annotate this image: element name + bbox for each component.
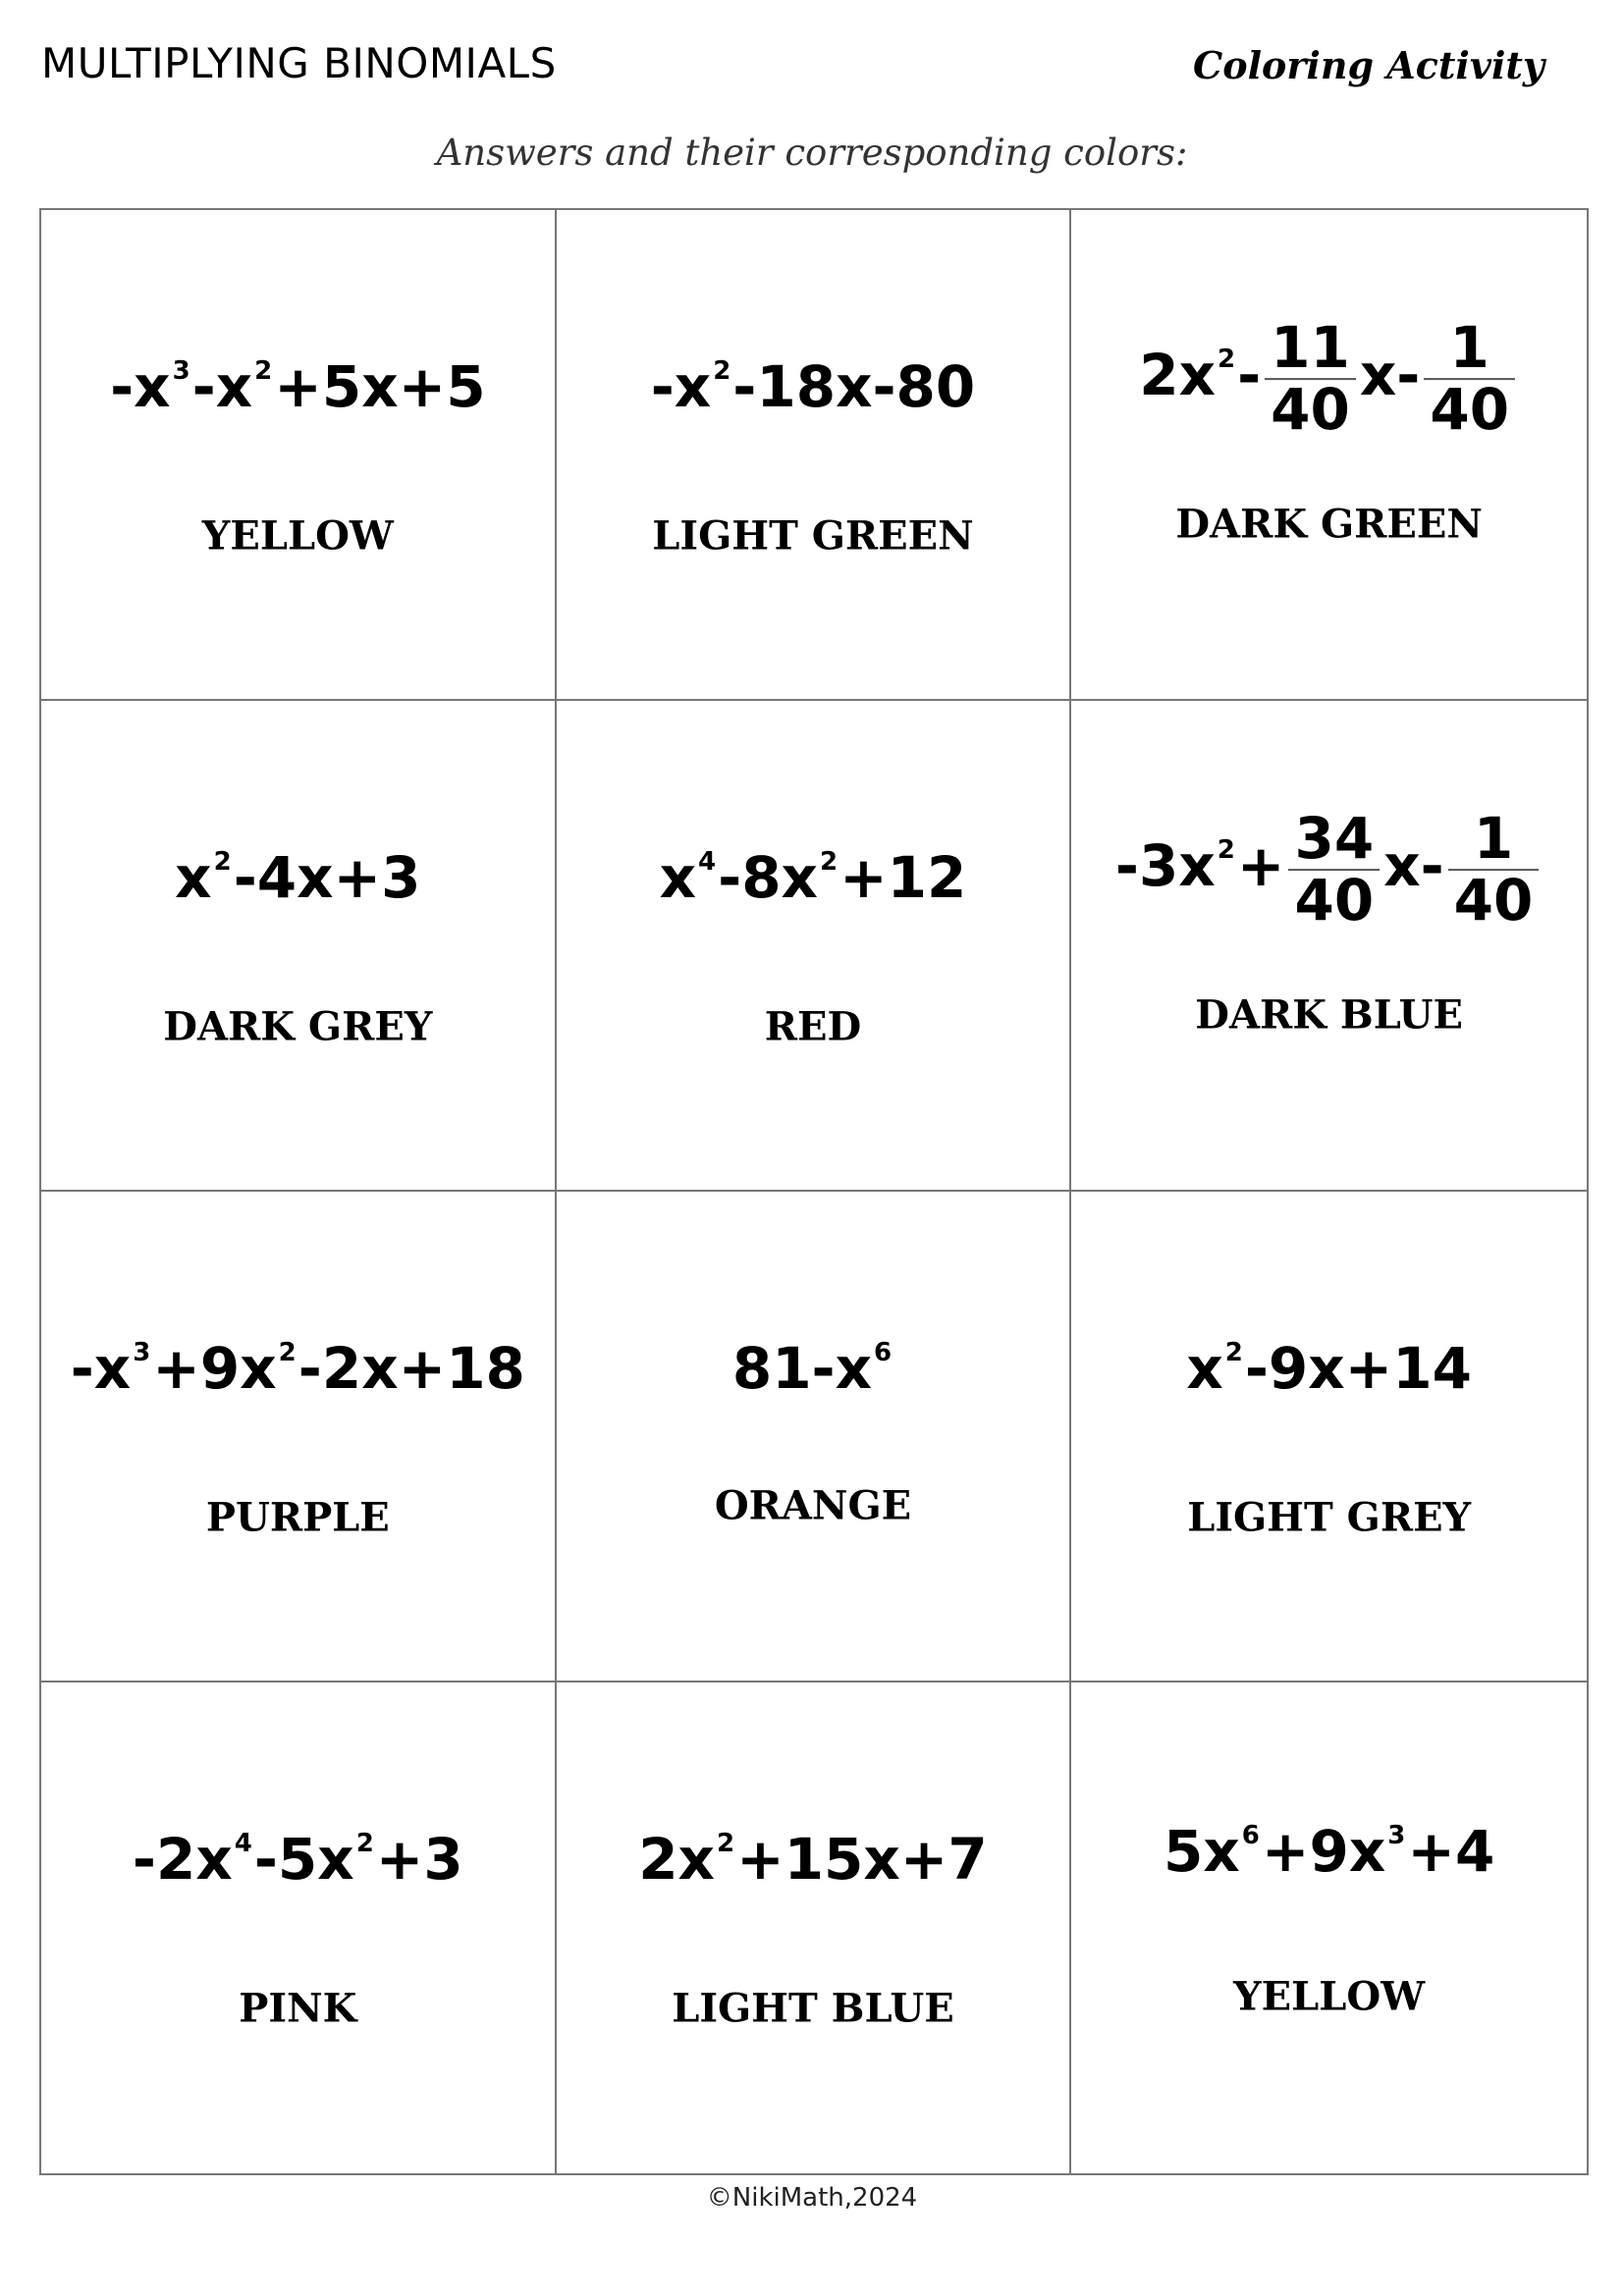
- answer-cell: [557, 210, 1072, 701]
- color-label: DARK GREEN: [1175, 501, 1483, 548]
- answer-expression: $-3x^2+$ $\frac{34}{40}$ x- $\frac{1}{40}$: [1071, 809, 1587, 931]
- fraction: $\frac{1}{40}$: [1448, 809, 1540, 931]
- color-label: LIGHT GREY: [1187, 1494, 1472, 1541]
- answer-expression: $-2x^4-5x^2+3$: [132, 1826, 463, 1893]
- answer-cell: [41, 1682, 557, 2173]
- answer-cell: [557, 1682, 1072, 2173]
- answer-expression: $81-x^6$: [731, 1335, 893, 1402]
- answer-cell: [1071, 1192, 1587, 1682]
- answer-color-grid: [39, 208, 1589, 2175]
- worksheet-title: MULTIPLYING BINOMIALS: [41, 39, 557, 87]
- answer-cell: [1071, 701, 1587, 1192]
- fraction: $\frac{34}{40}$: [1288, 809, 1380, 931]
- color-label: PINK: [239, 1985, 357, 2032]
- fraction: $\frac{11}{40}$: [1265, 318, 1356, 440]
- answer-expression: $-x^3-x^2+5x+5$: [110, 353, 486, 420]
- answer-cell: [41, 701, 557, 1192]
- color-label: LIGHT GREEN: [652, 512, 974, 560]
- answer-cell: [1071, 1682, 1587, 2173]
- color-label: DARK GREY: [163, 1003, 433, 1050]
- answer-expression: $x^4-8x^2+12$: [659, 844, 967, 911]
- answer-expression: $2x^2+15x+7$: [638, 1826, 988, 1893]
- fraction: $\frac{1}{40}$: [1424, 318, 1515, 440]
- color-label: PURPLE: [205, 1494, 390, 1541]
- color-label: ORANGE: [714, 1482, 912, 1529]
- answer-cell: [557, 701, 1072, 1192]
- answer-expression: $x^2-9x+14$: [1186, 1335, 1472, 1402]
- answer-cell: [41, 210, 557, 701]
- color-label: DARK BLUE: [1195, 991, 1464, 1039]
- answer-expression: $-x^3+9x^2-2x+18$: [70, 1335, 525, 1402]
- answer-cell: [41, 1192, 557, 1682]
- copyright-footer: ©NikiMath,2024: [706, 2183, 918, 2213]
- answer-expression: $2x^2-$ $\frac{11}{40}$ x- $\frac{1}{40}$: [1071, 318, 1587, 440]
- color-label: YELLOW: [201, 512, 394, 560]
- answer-cell: [557, 1192, 1072, 1682]
- activity-label: Coloring Activity: [1193, 43, 1545, 87]
- instructions-subtitle: Answers and their corresponding colors:: [436, 132, 1188, 174]
- answer-cell: [1071, 210, 1587, 701]
- color-label: YELLOW: [1233, 1973, 1426, 2020]
- answer-expression: $-x^2-18x-80$: [650, 353, 976, 420]
- color-label: LIGHT BLUE: [672, 1985, 954, 2032]
- color-label: RED: [764, 1003, 862, 1050]
- answer-expression: $x^2-4x+3$: [175, 844, 421, 911]
- answer-expression: $5x^6+9x^3+4$: [1164, 1818, 1495, 1885]
